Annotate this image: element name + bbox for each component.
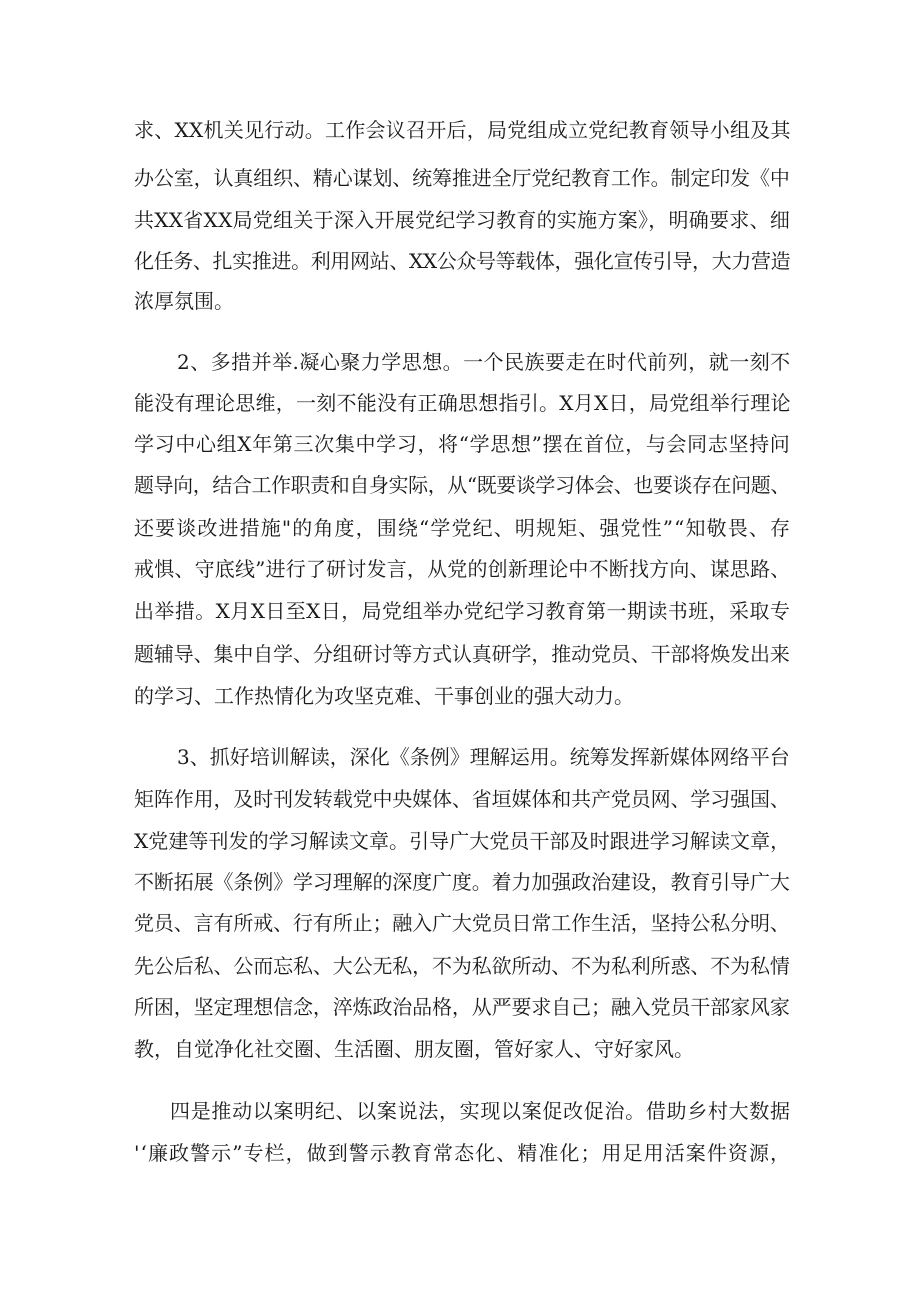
text-line: 能没有理论思维，一刻不能没有正确思想指引。X月X日，局党组举行理论 bbox=[134, 391, 791, 415]
text-line: '‘廉政警示”专栏，做到警示教育常态化、精准化；用足用活案件资源， bbox=[134, 1141, 792, 1165]
text-line: 戒惧、守底线”进行了研讨发言，从党的创新理论中不断找方向、谋思路、 bbox=[134, 557, 791, 581]
text-line: 学习中心组X年第三次集中学习，将“学思想”摆在首位，与会同志坚持问 bbox=[134, 432, 791, 456]
text-line: 先公后私、公而忘私、大公无私，不为私欲所动、不为私利所惑、不为私情 bbox=[134, 954, 790, 978]
text-line: 党员、言有所戒、行有所止；融入广大党员日常工作生活，坚持公私分明、 bbox=[134, 911, 790, 935]
text-line: 浓厚氛围。 bbox=[134, 289, 234, 313]
text-line: X党建等刊发的学习解读文章。引导广大党员干部及时跟进学习解读文章， bbox=[134, 829, 791, 853]
text-line: 不断拓展《条例》学习理解的深度广度。着力加强政治建设，教育引导广大 bbox=[134, 870, 790, 894]
text-line: 题导向，结合工作职责和自身实际，从“既要谈学习体会、也要谈存在问题、 bbox=[134, 473, 790, 497]
text-line: 2、多措并举.凝心聚力学思想。一个民族要走在时代前列，就一刻不 bbox=[177, 350, 791, 374]
text-line: 四是推动以案明纪、以案说法，实现以案促改促治。借助乡村大数据 bbox=[170, 1099, 791, 1123]
text-line: 所困，坚定理想信念，淬炼政治品格，从严要求自己；融入党员干部家风家 bbox=[134, 995, 790, 1019]
text-line: 矩阵作用，及时刊发转载党中央媒体、省垣媒体和共产党员网、学习强国、 bbox=[134, 787, 790, 811]
text-line: 化任务、扎实推进。利用网站、XX公众号等载体，强化宣传引导，大力营造 bbox=[134, 249, 791, 273]
text-line: 教，自觉净化社交圈、生活圈、朋友圈，管好家人、守好家风。 bbox=[134, 1037, 694, 1061]
text-line: 求、XX机关见行动。工作会议召开后，局党组成立党纪教育领导小组及其 bbox=[134, 118, 791, 142]
text-line: 的学习、工作热情化为攻坚克难、干事创业的强大动力。 bbox=[134, 684, 634, 708]
text-line: 还要谈改进措施"的角度，围绕“学党纪、明规矩、强党性”“知敬畏、存 bbox=[134, 516, 792, 540]
text-line: 共XX省XX局党组关于深入开展党纪学习教育的实施方案》，明确要求、细 bbox=[134, 208, 791, 232]
text-line: 出举措。X月X日至X日，局党组举办党纪学习教育第一期读书班，采取专 bbox=[134, 599, 791, 623]
text-line: 办公室，认真组织、精心谋划、统筹推进全厅党纪教育工作。制定印发《中 bbox=[134, 166, 790, 190]
text-line: 题辅导、集中自学、分组研讨等方式认真研学，推动党员、干部将焕发出来 bbox=[134, 642, 790, 666]
text-line: 3、抓好培训解读，深化《条例》理解运用。统筹发挥新媒体网络平台 bbox=[177, 745, 790, 769]
